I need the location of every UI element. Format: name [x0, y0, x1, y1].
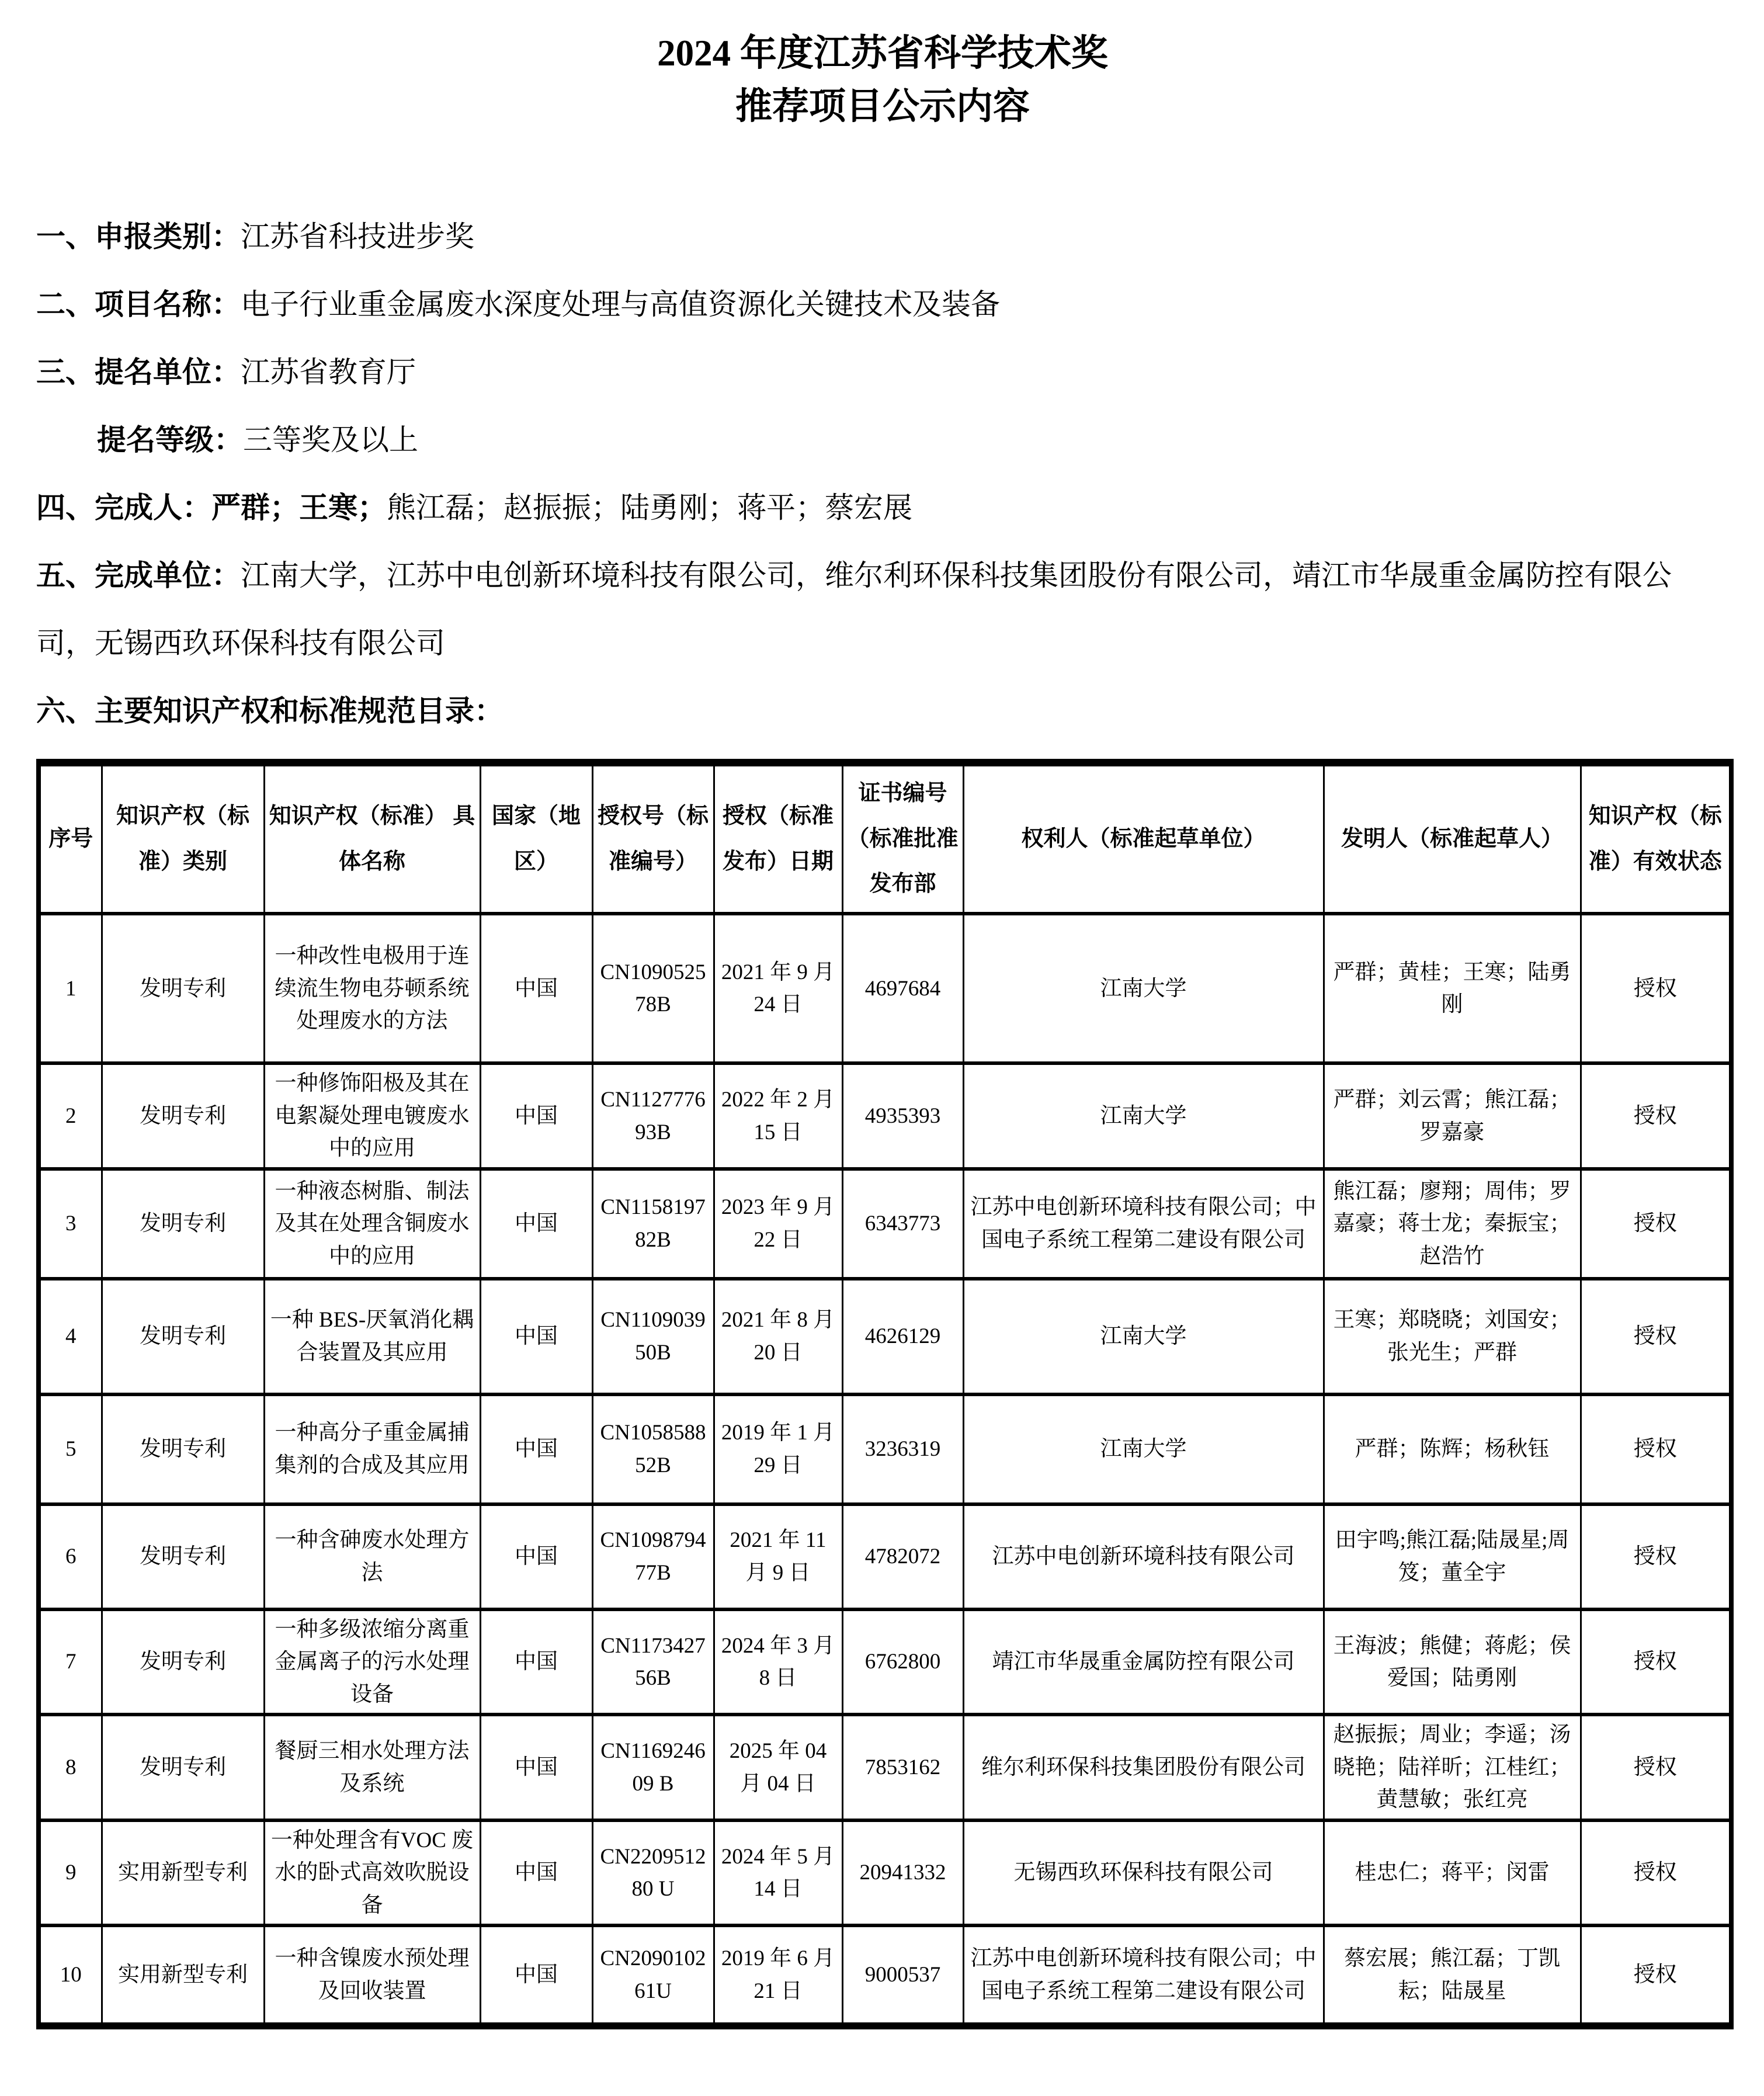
cell-grant-number: CN105858852B: [592, 1394, 714, 1504]
cell-grant-date: 2024 年 3 月 8 日: [714, 1609, 842, 1715]
cell-status: 授权: [1581, 1279, 1731, 1394]
cell-ip-type: 发明专利: [102, 1169, 264, 1279]
table-row: [39, 914, 1731, 1063]
table-row: [39, 1609, 1731, 1715]
cell-ip-type: 发明专利: [102, 1063, 264, 1169]
cell-rights-holder: 江南大学: [963, 1063, 1324, 1169]
cell-status: 授权: [1581, 1169, 1731, 1279]
cell-ip-name: 一种多级浓缩分离重金属离子的污水处理设备: [264, 1609, 480, 1715]
section-grade-label: 提名等级：: [97, 423, 243, 456]
cell-country: 中国: [480, 1609, 592, 1715]
cell-serial: 4: [39, 1279, 102, 1394]
table-row: [39, 1820, 1731, 1926]
cell-certificate-number: 7853162: [842, 1715, 963, 1820]
section-nominator: [36, 338, 1729, 406]
section-grade-value: 三等奖及以上: [243, 423, 418, 456]
section-catalog-label: 六、主要知识产权和标准规范目录：: [36, 694, 503, 727]
column-header-country: 国家（地区）: [480, 762, 592, 914]
cell-ip-name: 一种液态树脂、制法及其在处理含铜废水中的应用: [264, 1169, 480, 1279]
header-row: [39, 762, 1731, 914]
table-row: [39, 1715, 1731, 1820]
column-header-certificate-number: 证书编号（标准批准发布部: [842, 762, 963, 914]
section-completers-label: 四、完成人：: [36, 491, 211, 524]
cell-grant-number: CN109879477B: [592, 1504, 714, 1609]
cell-ip-name: 餐厨三相水处理方法及系统: [264, 1715, 480, 1820]
column-header-grant-date: 授权（标准发布）日期: [714, 762, 842, 914]
cell-certificate-number: 6762800: [842, 1609, 963, 1715]
cell-ip-name: 一种 BES-厌氧消化耦合装置及其应用: [264, 1279, 480, 1394]
cell-country: 中国: [480, 1279, 592, 1394]
cell-grant-number: CN209010261U: [592, 1925, 714, 2026]
section-units-value: 江南大学，江苏中电创新环境科技有限公司，维尔利环保科技集团股份有限公司，靖江市华晟重金属防控有限公司，无锡西玖环保科技有限公司: [36, 558, 1672, 660]
table-row: [39, 1063, 1731, 1169]
cell-grant-date: 2025 年 04 月 04 日: [714, 1715, 842, 1820]
section-nominator-label: 三、提名单位：: [36, 355, 241, 388]
table-row: [39, 1925, 1731, 2026]
section-completers-value: 熊江磊；赵振振；陆勇刚；蒋平；蔡宏展: [387, 491, 912, 524]
cell-certificate-number: 4782072: [842, 1504, 963, 1609]
cell-country: 中国: [480, 1925, 592, 2026]
cell-inventors: 王海波；熊健；蒋彪；侯爱国；陆勇刚: [1324, 1609, 1581, 1715]
cell-status: 授权: [1581, 1609, 1731, 1715]
cell-grant-date: 2021 年 11 月 9 日: [714, 1504, 842, 1609]
section-project-label: 二、项目名称：: [36, 287, 241, 321]
cell-ip-name: 一种改性电极用于连续流生物电芬顿系统处理废水的方法: [264, 914, 480, 1063]
ip-table: [36, 759, 1734, 2030]
cell-certificate-number: 20941332: [842, 1820, 963, 1926]
cell-ip-name: 一种修饰阳极及其在电絮凝处理电镀废水中的应用: [264, 1063, 480, 1169]
cell-serial: 8: [39, 1715, 102, 1820]
section-grade: [36, 406, 1729, 474]
page-title-line1: 2024 年度江苏省科学技术奖: [657, 33, 1108, 74]
cell-serial: 3: [39, 1169, 102, 1279]
cell-inventors: 田宇鸣;熊江磊;陆晟星;周笈；董全宇: [1324, 1504, 1581, 1609]
section-units-label: 五、完成单位：: [36, 558, 241, 592]
cell-rights-holder: 江苏中电创新环境科技有限公司；中国电子系统工程第二建设有限公司: [963, 1925, 1324, 2026]
column-header-serial: 序号: [39, 762, 102, 914]
cell-serial: 7: [39, 1609, 102, 1715]
cell-inventors: 桂忠仁；蒋平；闵雷: [1324, 1820, 1581, 1926]
column-header-ip-name: 知识产权（标准） 具体名称: [264, 762, 480, 914]
cell-serial: 1: [39, 914, 102, 1063]
section-completers-lead-names: 严群；王寒；: [211, 491, 387, 524]
cell-serial: 2: [39, 1063, 102, 1169]
cell-inventors: 熊江磊；廖翔；周伟；罗嘉豪；蒋士龙；秦振宝；赵浩竹: [1324, 1169, 1581, 1279]
cell-country: 中国: [480, 1063, 592, 1169]
cell-inventors: 严群；黄桂；王寒；陆勇刚: [1324, 914, 1581, 1063]
cell-inventors: 王寒；郑晓晓；刘国安；张光生；严群: [1324, 1279, 1581, 1394]
cell-grant-date: 2019 年 6 月 21 日: [714, 1925, 842, 2026]
cell-rights-holder: 江苏中电创新环境科技有限公司: [963, 1504, 1324, 1609]
cell-country: 中国: [480, 1820, 592, 1926]
cell-ip-type: 发明专利: [102, 914, 264, 1063]
cell-status: 授权: [1581, 1063, 1731, 1169]
cell-grant-number: CN116924609 B: [592, 1715, 714, 1820]
section-project: [36, 270, 1729, 338]
column-header-grant-number: 授权号（标准编号）: [592, 762, 714, 914]
cell-rights-holder: 江南大学: [963, 1279, 1324, 1394]
cell-certificate-number: 6343773: [842, 1169, 963, 1279]
cell-status: 授权: [1581, 1394, 1731, 1504]
table-row: [39, 1169, 1731, 1279]
page-title-line2: 推荐项目公示内容: [735, 86, 1030, 127]
cell-ip-name: 一种处理含有VOC 废水的卧式高效吹脱设备: [264, 1820, 480, 1926]
section-completers: [36, 474, 1729, 542]
cell-ip-type: 发明专利: [102, 1504, 264, 1609]
cell-grant-date: 2023 年 9 月 22 日: [714, 1169, 842, 1279]
table-row: [39, 1394, 1731, 1504]
cell-rights-holder: 无锡西玖环保科技有限公司: [963, 1820, 1324, 1926]
section-nominator-value: 江苏省教育厅: [241, 355, 416, 388]
section-project-value: 电子行业重金属废水深度处理与高值资源化关键技术及装备: [241, 287, 1000, 321]
ip-table-body: [39, 914, 1731, 2026]
cell-grant-date: 2021 年 8 月 20 日: [714, 1279, 842, 1394]
cell-country: 中国: [480, 1394, 592, 1504]
cell-grant-date: 2022 年 2 月 15 日: [714, 1063, 842, 1169]
cell-ip-type: 发明专利: [102, 1715, 264, 1820]
section-units: [36, 542, 1729, 677]
cell-ip-name: 一种含镍废水预处理及回收装置: [264, 1925, 480, 2026]
cell-country: 中国: [480, 1715, 592, 1820]
cell-rights-holder: 江南大学: [963, 1394, 1324, 1504]
cell-grant-number: CN110903950B: [592, 1279, 714, 1394]
column-header-rights-holder: 权利人（标准起草单位）: [963, 762, 1324, 914]
cell-rights-holder: 江南大学: [963, 914, 1324, 1063]
cell-serial: 10: [39, 1925, 102, 2026]
cell-grant-date: 2019 年 1 月 29 日: [714, 1394, 842, 1504]
cell-inventors: 蔡宏展；熊江磊；丁凯耘；陆晟星: [1324, 1925, 1581, 2026]
cell-inventors: 严群；刘云霄；熊江磊；罗嘉豪: [1324, 1063, 1581, 1169]
column-header-inventors: 发明人（标准起草人）: [1324, 762, 1581, 914]
cell-ip-name: 一种高分子重金属捕集剂的合成及其应用: [264, 1394, 480, 1504]
column-header-ip-type: 知识产权（标准）类别: [102, 762, 264, 914]
cell-serial: 6: [39, 1504, 102, 1609]
document-title: [36, 27, 1729, 134]
column-header-status: 知识产权（标准）有效状态: [1581, 762, 1731, 914]
cell-grant-date: 2024 年 5 月 14 日: [714, 1820, 842, 1926]
ip-table-header: [39, 762, 1731, 914]
cell-country: 中国: [480, 1504, 592, 1609]
cell-ip-type: 发明专利: [102, 1609, 264, 1715]
cell-grant-date: 2021 年 9 月 24 日: [714, 914, 842, 1063]
cell-status: 授权: [1581, 1820, 1731, 1926]
cell-ip-type: 实用新型专利: [102, 1820, 264, 1926]
cell-status: 授权: [1581, 1715, 1731, 1820]
cell-rights-holder: 江苏中电创新环境科技有限公司；中国电子系统工程第二建设有限公司: [963, 1169, 1324, 1279]
cell-country: 中国: [480, 914, 592, 1063]
cell-status: 授权: [1581, 1504, 1731, 1609]
cell-certificate-number: 4697684: [842, 914, 963, 1063]
cell-grant-number: CN115819782B: [592, 1169, 714, 1279]
summary-sections: [36, 203, 1729, 745]
cell-certificate-number: 9000537: [842, 1925, 963, 2026]
cell-rights-holder: 维尔利环保科技集团股份有限公司: [963, 1715, 1324, 1820]
cell-inventors: 严群；陈辉；杨秋钰: [1324, 1394, 1581, 1504]
cell-status: 授权: [1581, 914, 1731, 1063]
cell-grant-number: CN109052578B: [592, 914, 714, 1063]
cell-serial: 9: [39, 1820, 102, 1926]
section-category: [36, 203, 1729, 270]
section-catalog: [36, 677, 1729, 745]
table-row: [39, 1504, 1731, 1609]
cell-ip-type: 发明专利: [102, 1279, 264, 1394]
cell-country: 中国: [480, 1169, 592, 1279]
cell-ip-name: 一种含砷废水处理方法: [264, 1504, 480, 1609]
section-category-label: 一、申报类别：: [36, 220, 241, 253]
table-row: [39, 1279, 1731, 1394]
section-category-value: 江苏省科技进步奖: [241, 220, 474, 253]
cell-serial: 5: [39, 1394, 102, 1504]
cell-grant-number: CN112777693B: [592, 1063, 714, 1169]
cell-rights-holder: 靖江市华晟重金属防控有限公司: [963, 1609, 1324, 1715]
cell-grant-number: CN117342756B: [592, 1609, 714, 1715]
cell-ip-type: 实用新型专利: [102, 1925, 264, 2026]
cell-certificate-number: 4626129: [842, 1279, 963, 1394]
cell-status: 授权: [1581, 1925, 1731, 2026]
cell-ip-type: 发明专利: [102, 1394, 264, 1504]
cell-certificate-number: 3236319: [842, 1394, 963, 1504]
cell-inventors: 赵振振；周业；李遥；汤晓艳；陆祥昕；江桂红；黄慧敏；张红亮: [1324, 1715, 1581, 1820]
cell-grant-number: CN220951280 U: [592, 1820, 714, 1926]
cell-certificate-number: 4935393: [842, 1063, 963, 1169]
